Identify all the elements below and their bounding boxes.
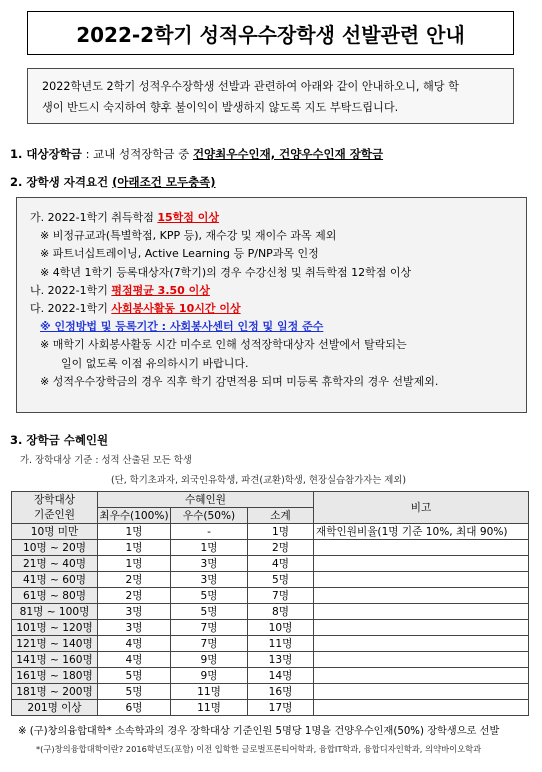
table-row [12,588,529,604]
cell-range: 201명 이상 [12,700,98,716]
header-group-line-1: 장학대상 [34,493,75,506]
header-recipients: 수혜인원 [98,492,314,508]
cell-note [314,700,529,716]
cell-note [314,540,529,556]
table-row [12,620,529,636]
cell-subtotal: 17명 [248,700,314,716]
cell-note [314,604,529,620]
cell-subtotal: 8명 [248,604,314,620]
cell-range: 10명 미만 [12,524,98,540]
cell-subtotal: 4명 [248,556,314,572]
page-title-text: 2022-2학기 성적우수장학생 선발관련 안내 [76,22,465,47]
footnote-2: *(구)창의융합대학이란? 2016학년도(포함) 이전 입학한 글로벌프론티어학과, 융합IT학과, 융합디자인학과, 의약바이오학과 [36,744,482,754]
cell-excellent: 11명 [171,684,248,700]
criteria-a-emphasis: 15학점 이상 [157,211,219,224]
cell-note [314,620,529,636]
criteria-c-note-2: ※ 매학기 사회봉사활동 시간 미수로 인해 성적장학대상자 선발에서 탈락되는 [40,338,407,352]
cell-note [314,556,529,572]
cell-subtotal: 14명 [248,668,314,684]
intro-line-2: 생이 반드시 숙지하여 향후 불이익이 발생하지 않도록 지도 부탁드립니다. [42,101,399,114]
cell-note [314,588,529,604]
footnote-1: ※ (구)창의융합대학* 소속학과의 경우 장학대상 기준인원 5명당 1명을 건양우수인재(50%) 장학생으로 선발 [18,726,500,737]
cell-excellent: 7명 [171,620,248,636]
table-row [12,604,529,620]
cell-subtotal: 16명 [248,684,314,700]
section-1-emphasis: 건양최우수인재, 건양우수인재 장학금 [192,147,384,161]
cell-range: 121명 ~ 140명 [12,636,98,652]
cell-top: 5명 [98,684,171,700]
cell-range: 81명 ~ 100명 [12,604,98,620]
criteria-a-text: 가. 2022-1학기 취득학점 [30,211,158,224]
criteria-c-emphasis: 사회봉사활동 10시간 이상 [111,301,241,315]
section-2-emphasis: (아래조건 모두충족) [112,175,216,189]
cell-top: 3명 [98,620,171,636]
table-row [12,524,529,540]
cell-note [314,572,529,588]
header-excellent: 우수(50%) [171,508,248,524]
cell-excellent: 11명 [171,700,248,716]
cell-excellent: 9명 [171,652,248,668]
cell-range: 181명 ~ 200명 [12,684,98,700]
cell-excellent: - [171,524,248,540]
page-title [27,11,514,55]
criteria-a-note-2: ※ 파트너십트레이닝, Active Learning 등 P/NP과목 인정 [40,247,319,261]
cell-excellent: 7명 [171,636,248,652]
table-row [12,540,529,556]
criteria-c [17,300,526,318]
criteria-a-note-1: ※ 비정규교과(특별학점, KPP 등), 재수강 및 재이수 과목 제외 [40,229,337,243]
section-3-heading [10,432,108,448]
section-3-note-1: 가. 장학대상 기준 : 성적 산출된 모든 학생 [20,455,192,466]
table-row [12,700,529,716]
criteria-c-text: 다. 2022-1학기 [30,301,112,315]
section-1-colon: : [81,147,94,161]
cell-note [314,636,529,652]
cell-range: 141명 ~ 160명 [12,652,98,668]
criteria-a-note-3: ※ 4학년 1학기 등록대상자(7학기)의 경우 수강신청 및 취득학점 12학점 이상 [40,265,412,279]
intro-line-1: 2022학년도 2학기 성적우수장학생 선발과 관련하여 아래와 같이 안내하오니, 해당 학 [42,80,459,93]
cell-excellent: 3명 [171,556,248,572]
table-row [12,652,529,668]
cell-subtotal: 11명 [248,636,314,652]
table-row [12,556,529,572]
cell-note [314,668,529,684]
cell-top: 1명 [98,556,171,572]
header-top: 최우수(100%) [98,508,171,524]
section-2-title: 2. 장학생 자격요건 [10,175,113,189]
cell-subtotal: 10명 [248,620,314,636]
criteria-b-emphasis: 평점평균 3.50 이상 [111,283,210,297]
cell-subtotal: 13명 [248,652,314,668]
header-group [12,492,98,524]
cell-excellent: 5명 [171,588,248,604]
cell-range: 10명 ~ 20명 [12,540,98,556]
cell-subtotal: 5명 [248,572,314,588]
recipients-table [11,491,529,716]
cell-subtotal: 7명 [248,588,314,604]
cell-excellent: 5명 [171,604,248,620]
criteria-a [17,209,526,227]
cell-excellent: 1명 [171,540,248,556]
section-3-note-2: (단, 학기초과자, 외국인유학생, 파견(교환)학생, 현장실습참가자는 제외) [111,475,407,486]
cell-top: 1명 [98,540,171,556]
cell-note: 재학인원비율(1명 기준 10%, 최대 90%) [314,524,529,540]
intro-box [27,68,514,124]
cell-range: 101명 ~ 120명 [12,620,98,636]
header-group-line-2: 기준인원 [34,508,75,521]
cell-note [314,684,529,700]
table-row [12,684,529,700]
cell-top: 4명 [98,652,171,668]
cell-range: 21명 ~ 40명 [12,556,98,572]
criteria-c-note-2-cont: 일이 없도록 이점 유의하시기 바랍니다. [61,356,249,370]
section-3-title: 3. 장학금 수혜인원 [10,433,109,447]
header-subtotal: 소계 [248,508,314,524]
cell-range: 41명 ~ 60명 [12,572,98,588]
cell-note [314,652,529,668]
cell-top: 2명 [98,588,171,604]
cell-top: 5명 [98,668,171,684]
cell-range: 161명 ~ 180명 [12,668,98,684]
header-remarks: 비고 [314,492,529,524]
cell-subtotal: 1명 [248,524,314,540]
criteria-b [17,282,526,300]
cell-top: 3명 [98,604,171,620]
cell-range: 61명 ~ 80명 [12,588,98,604]
table-row [12,636,529,652]
criteria-c-note-1-text: ※ 인정방법 및 등록기간 : 사회봉사센터 인정 및 일정 준수 [40,320,324,334]
section-1-title: 1. 대상장학금 [10,147,82,161]
cell-top: 4명 [98,636,171,652]
table-row [12,668,529,684]
section-1-text: 교내 성적장학금 중 [93,147,193,161]
cell-top: 1명 [98,524,171,540]
table-row [12,572,529,588]
cell-top: 6명 [98,700,171,716]
cell-excellent: 9명 [171,668,248,684]
criteria-c-note-3: ※ 성적우수장학금의 경우 직후 학기 감면적용 되며 미등록 휴학자의 경우 선발제외. [40,374,439,388]
section-2-heading [10,174,216,190]
section-1-heading [10,146,383,162]
criteria-box [16,197,527,413]
cell-top: 2명 [98,572,171,588]
cell-excellent: 3명 [171,572,248,588]
criteria-b-text: 나. 2022-1학기 [30,283,112,297]
cell-subtotal: 2명 [248,540,314,556]
criteria-c-note-1 [17,318,526,336]
